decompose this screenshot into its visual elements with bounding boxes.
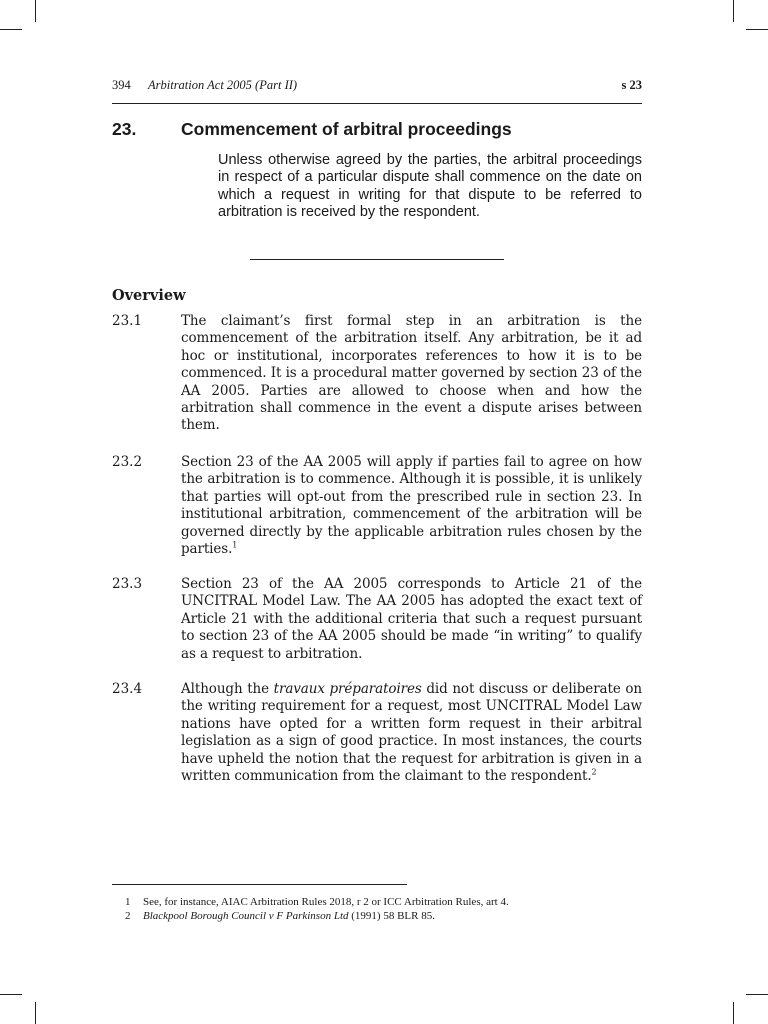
crop-mark (35, 0, 36, 22)
crop-mark (0, 29, 22, 30)
footnote-1: 1 See, for instance, AIAC Arbitration Rules 2018, r 2 or ICC Arbitration Rules, art 4. (125, 896, 509, 908)
crop-mark (35, 1002, 36, 1024)
section-number: 23. (112, 119, 137, 139)
paragraph-text: Although the travaux préparatoires did not discuss or deliberate on the writing requirement for a request, most UNCITRAL Model Law nations have opted for a written form request in their arbitral legislation as a sign of good practice. In most instances, the courts have upheld the notion that the request for arbitration is given in a written communication from the claimant to the respondent.$^2$ (181, 681, 642, 785)
paragraph-number: 23.1 (112, 313, 143, 329)
paragraph-text: Section 23 of the AA 2005 will apply if parties fail to agree on how the arbitration is to commence. Although it is possible, it is unlikely that parties will opt-out from the prescribed rule in section 23. In institutional arbitration, commencement of the arbitration will be governed directly by the applicable arbitration rules chosen by the parties.$^1$ (181, 454, 642, 558)
case-name: Blackpool Borough Council v F Parkinson Ltd (143, 909, 349, 922)
paragraph-number: 23.4 (112, 681, 143, 697)
paragraph-23-3 (112, 576, 642, 663)
section-title: Commencement of arbitral proceedings (181, 119, 512, 139)
footnote-ref: 2 (591, 767, 597, 777)
crop-mark (746, 29, 768, 30)
crop-mark (733, 1002, 734, 1024)
paragraph-text: The claimant’s first formal step in an arbitration is the commencement of the arbitration itself. Any arbitration, be it ad hoc or institutional, incorporates references to how it is to be commenced. It is a procedural matter governed by section 23 of the AA 2005. Parties are allowed to choose when and how the arbitration shall commence in the event a dispute arises between them. (181, 313, 642, 434)
overview-heading: Overview (112, 287, 186, 304)
footnote-2: 2 Blackpool Borough Council v F Parkinson Ltd (1991) 58 BLR 85. (125, 909, 435, 922)
paragraph-number: 23.3 (112, 576, 143, 592)
footnote-ref: 1 (232, 540, 238, 550)
paragraph-text: Section 23 of the AA 2005 corresponds to Article 21 of the UNCITRAL Model Law. The AA 2005 has adopted the exact text of Article 21 with the additional criteria that such a request pursuant to section 23 of the AA 2005 should be made “in writing” to qualify as a request to arbitration. (181, 576, 642, 662)
crop-mark (0, 994, 22, 995)
footnotes (125, 896, 645, 923)
paragraph-23-1 (112, 313, 642, 435)
running-head-section: s 23 (621, 78, 642, 92)
section-heading (112, 119, 642, 140)
header-rule (112, 103, 642, 104)
crop-mark (746, 994, 768, 995)
paragraph-23-2 (112, 454, 642, 558)
statute-divider (250, 259, 504, 260)
statute-text: Unless otherwise agreed by the parties, the arbitral proceedings in respect of a particular dispute shall commence on the date on which a request in writing for that dispute to be referred to arbitration is received by the respondent. (218, 152, 642, 221)
running-head-title: Arbitration Act 2005 (Part II) (148, 78, 298, 92)
page-number: 394 (112, 78, 131, 92)
footnote-rule (112, 884, 407, 885)
crop-mark (733, 0, 734, 22)
running-head (112, 78, 642, 93)
italic-term: travaux préparatoires (273, 681, 422, 697)
paragraph-number: 23.2 (112, 454, 143, 470)
paragraph-23-4 (112, 681, 642, 785)
